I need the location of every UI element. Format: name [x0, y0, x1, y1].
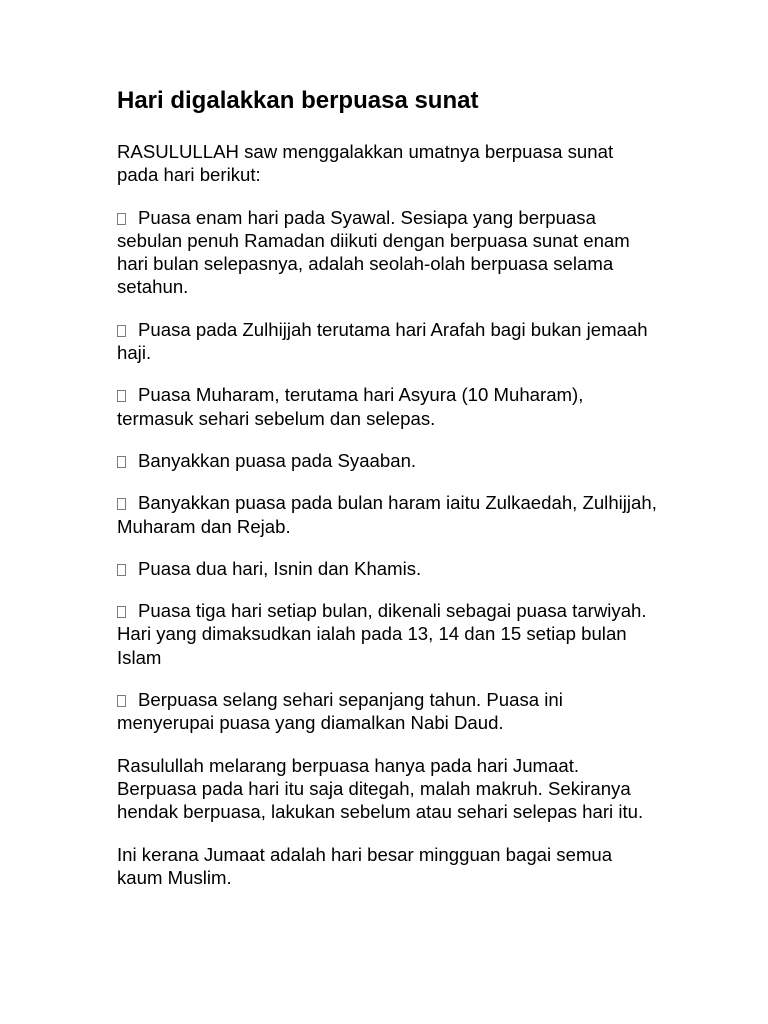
intro-paragraph: RASULULLAH saw menggalakkan umatnya berpuasa sunat pada hari berikut: — [117, 141, 614, 186]
bullet-item — [117, 206, 657, 299]
document-title: Hari digalakkan berpuasa sunat — [117, 87, 479, 114]
bullet-item — [117, 491, 657, 538]
missing-glyph-box-icon — [117, 325, 126, 337]
missing-glyph-box-icon — [117, 456, 126, 468]
bullet-text: Puasa pada Zulhijjah terutama hari Arafah bagi bukan jemaah haji. — [117, 318, 648, 364]
bullet-text: Banyakkan puasa pada Syaaban. — [138, 449, 417, 471]
bullet-text: Puasa tiga hari setiap bulan, dikenali sebagai puasa tarwiyah. Hari yang dimaksudkan ialah pada 13, 14 dan 15 setiap bulan Islam — [117, 600, 647, 668]
missing-glyph-box-icon — [117, 390, 126, 402]
bullet-item — [117, 599, 657, 669]
document-page — [117, 86, 657, 908]
bullet-text: Puasa enam hari pada Syawal. Sesiapa yang berpuasa sebulan penuh Ramadan diikuti dengan berpuasa sunat enam hari bulan selepasnya, adalah seolah-olah berpuasa selama setahun. — [117, 206, 630, 298]
missing-glyph-box-icon — [117, 695, 126, 707]
bullet-text: Puasa dua hari, Isnin dan Khamis. — [138, 557, 422, 579]
bullet-text: Banyakkan puasa pada bulan haram iaitu Zulkaedah, Zulhijjah, Muharam dan Rejab. — [117, 492, 657, 537]
bullet-item — [117, 449, 657, 472]
bullet-text: Berpuasa selang sehari sepanjang tahun. Puasa ini menyerupai puasa yang diamalkan Nabi Daud. — [117, 689, 563, 734]
missing-glyph-box-icon — [117, 606, 126, 618]
closing-paragraph: Rasulullah melarang berpuasa hanya pada hari Jumaat. Berpuasa pada hari itu saja ditegah, malah makruh. Sekiranya hendak berpuasa, lakukan sebelum atau sehari selepas hari itu. — [117, 754, 644, 823]
bullet-item — [117, 383, 657, 430]
bullet-text: Puasa Muharam, terutama hari Asyura (10 Muharam), termasuk sehari sebelum dan selepas. — [117, 384, 584, 429]
bullet-item — [117, 318, 657, 365]
missing-glyph-box-icon — [117, 213, 126, 225]
bullet-item — [117, 557, 657, 580]
missing-glyph-box-icon — [117, 498, 126, 510]
bullet-item — [117, 688, 657, 735]
missing-glyph-box-icon — [117, 564, 126, 576]
closing-paragraph: Ini kerana Jumaat adalah hari besar mingguan bagai semua kaum Muslim. — [117, 843, 613, 888]
